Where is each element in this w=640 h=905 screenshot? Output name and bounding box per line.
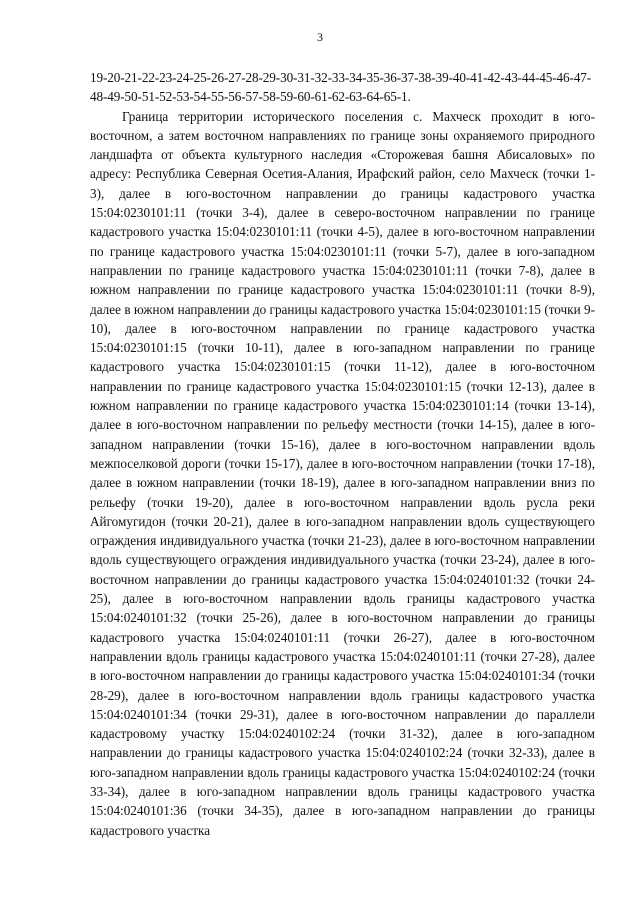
document-body — [90, 68, 595, 840]
boundary-description-paragraph: Граница территории исторического поселения с. Махческ проходит в юго-восточном, а затем восточном направлениях по границе зоны охраняемого природного ландшафта от объекта культурного наследия «Сторожевая башня Абисаловых» по адресу: Республика Северная Осетия-Алания, Ирафский район, село Махческ (точки 1-3), далее в юго-восточном направлении до границы кадастрового участка 15:04:0230101:11 (точки 3-4), далее в северо-восточном направлении по границе кадастрового участка 15:04:0230101:11 (точки 4-5), далее в юго-восточном направлении по границе кадастрового участка 15:04:0230101:11 (точки 5-7), далее в юго-западном направлении по границе кадастрового участка 15:04:0230101:11 (точки 7-8), далее в южном направлении по границе кадастрового участка 15:04:0230101:11 (точки 8-9), далее в южном направлении до границы кадастрового участка 15:04:0230101:15 (точки 9-10), далее в юго-восточном направлении по границе кадастрового участка 15:04:0230101:15 (точки 10-11), далее в юго-западном направлении по границе кадастрового участка 15:04:0230101:15 (точки 11-12), далее в юго-восточном направлении по границе кадастрового участка 15:04:0230101:15 (точки 12-13), далее в южном направлении по границе кадастрового участка 15:04:0230101:14 (точки 13-14), далее в юго-восточном направлении по рельефу местности (точки 14-15), далее в юго-западном направлении (точки 15-16), далее в юго-восточном направлении вдоль межпоселковой дороги (точки 15-17), далее в юго-восточном направлении (точки 17-18), далее в южном направлении (точки 18-19), далее в юго-западном направлении вниз по рельефу (точки 19-20), далее в юго-восточном направлении вдоль русла реки Айгомугидон (точки 20-21), далее в юго-западном направлении вдоль существующего ограждения индивидуального участка (точки 21-23), далее в юго-восточном направлении вдоль существующего ограждения индивидуального участка (точки 23-24), далее в юго-восточном направлении до границы кадастрового участка 15:04:0240101:32 (точки 24-25), далее в юго-восточном направлении вдоль границы кадастрового участка 15:04:0240101:32 (точки 25-26), далее в юго-восточном направлении до границы кадастрового участка 15:04:0240101:11 (точки 26-27), далее в юго-восточном направлении вдоль границы кадастрового участка 15:04:0240101:11 (точки 27-28), далее в юго-восточном направлении до границы кадастрового участка 15:04:0240101:34 (точки 28-29), далее в юго-восточном направлении вдоль границы кадастрового участка 15:04:0240101:34 (точки 29-31), далее в юго-восточном направлении до параллели кадастровому участку 15:04:0240102:24 (точки 31-32), далее в юго-западном направлении до границы кадастрового участка 15:04:0240102:24 (точки 32-33), далее в юго-западном направлении вдоль границы кадастрового участка 15:04:0240102:24 (точки 33-34), далее в юго-западном направлении вдоль границы кадастрового участка 15:04:0240101:36 (точки 34-35), далее в юго-западном направлении до границы кадастрового участка — [90, 108, 595, 838]
lead-point-sequence: 19-20-21-22-23-24-25-26-27-28-29-30-31-32-33-34-35-36-37-38-39-40-41-42-43-44-45-46-47-48-49-50-51-52-53-54-55-56-57-58-59-60-61-62-63-64-65-1. — [90, 70, 592, 105]
page-number: 3 — [317, 30, 323, 44]
